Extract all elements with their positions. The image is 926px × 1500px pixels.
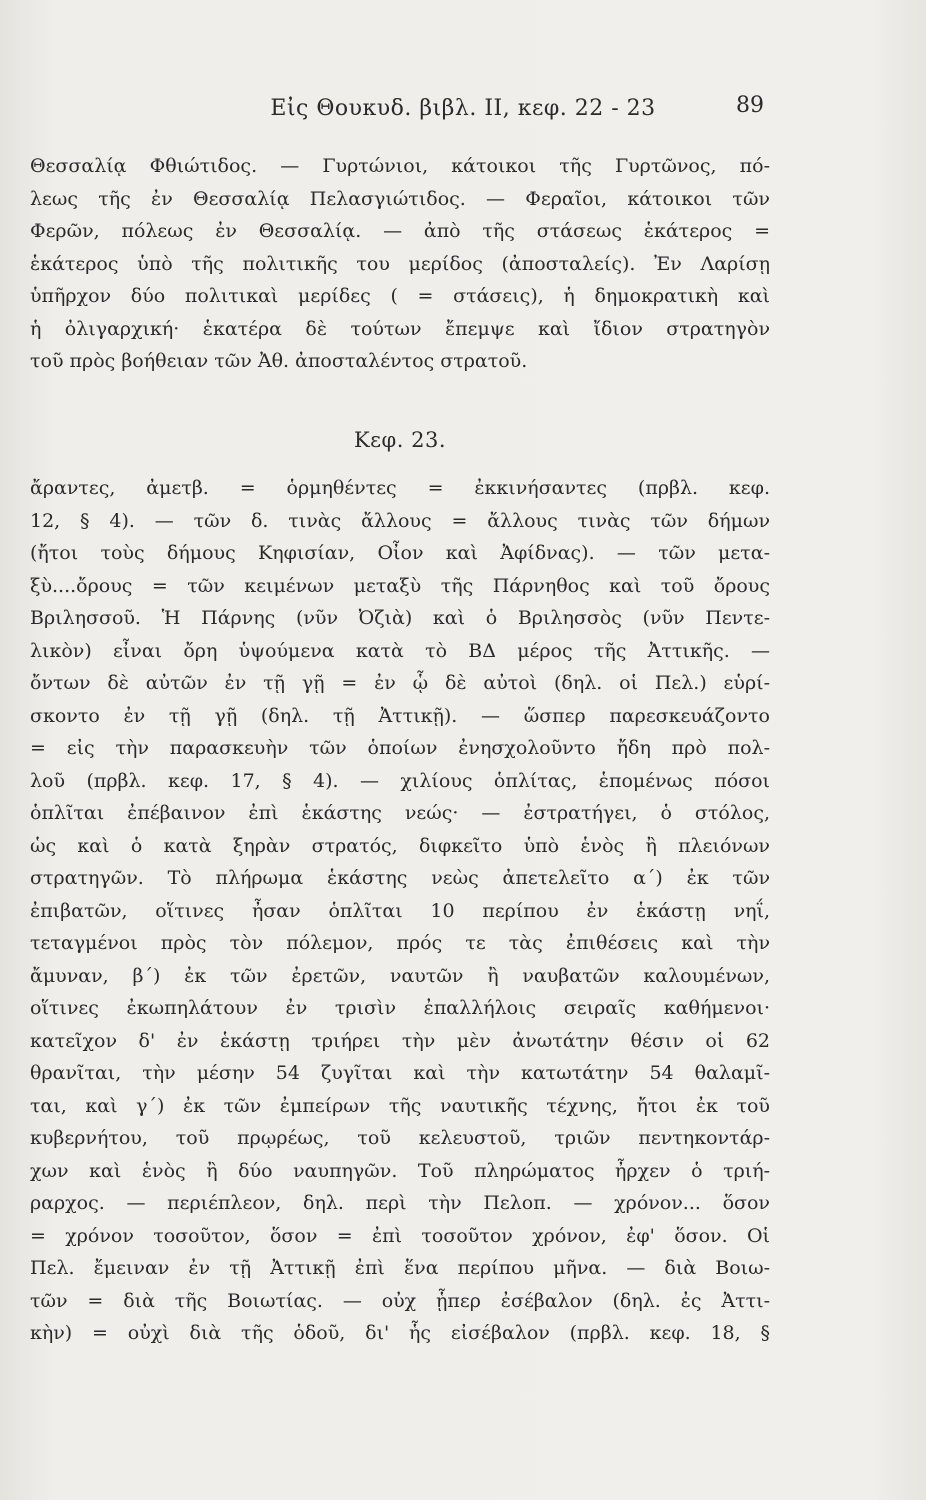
text-line: ὑπῆρχον δύο πολιτικαὶ μερίδες ( = στάσεις), ἡ δημοκρατικὴ καὶ (30, 285, 770, 307)
text-line: ραρχος. — περιέπλεον, δηλ. περὶ τὴν Πελοπ. — χρόνον... ὅσον (30, 1192, 770, 1214)
text-line: χων καὶ ἑνὸς ἢ δύο ναυπηγῶν. Τοῦ πληρώματος ἦρχεν ὁ τριή- (30, 1159, 770, 1182)
text-line: ἐπιβατῶν, οἵτινες ἦσαν ὁπλῖται 10 περίπου ἐν ἑκάστῃ νηΐ, (30, 899, 770, 922)
text-line: τοῦ πρὸς βοήθειαν τῶν Ἀθ. ἀποσταλέντος στρατοῦ. (30, 350, 528, 372)
text-line: κὴν) = οὐχὶ διὰ τῆς ὁδοῦ, δι' ἧς εἰσέβαλον (πρβλ. κεφ. 18, § (30, 1322, 770, 1344)
text-line: Πελ. ἔμειναν ἐν τῇ Ἀττικῇ ἐπὶ ἕνα περίπου μῆνα. — διὰ Βοιω- (30, 1257, 770, 1279)
text-line: Βριλησσοῦ. Ἡ Πάρνης (νῦν Ὀζιὰ) καὶ ὁ Βριλησσὸς (νῦν Πεντε- (30, 607, 770, 629)
text-line: ἄμυναν, β΄) ἐκ τῶν ἐρετῶν, ναυτῶν ἢ ναυβατῶν καλουμένων, (30, 964, 770, 987)
text-line: 12, § 4). — τῶν δ. τινὰς ἄλλους = ἄλλους τινὰς τῶν δήμων (30, 509, 770, 532)
text-line: Θεσσαλίᾳ Φθιώτιδος. — Γυρτώνιοι, κάτοικοι τῆς Γυρτῶνος, πό- (30, 155, 770, 177)
text-line: σκοντο ἐν τῇ γῇ (δηλ. τῇ Ἀττικῇ). — ὥσπερ παρεσκευάζοντο (30, 704, 770, 727)
running-head (0, 93, 926, 130)
text-line: ὄντων δὲ αὐτῶν ἐν τῇ γῇ = ἐν ᾧ δὲ αὐτοὶ (δηλ. οἱ Πελ.) εὑρί- (30, 672, 770, 694)
text-line: ὁπλῖται ἐπέβαινον ἐπὶ ἑκάστης νεώς· — ἐστρατήγει, ὁ στόλος, (30, 802, 770, 824)
text-line: = εἰς τὴν παρασκευὴν τῶν ὁποίων ἐνησχολοῦντο ἤδη πρὸ πολ- (30, 737, 770, 759)
text-line: ἡ ὀλιγαρχική· ἑκατέρα δὲ τούτων ἔπεμψε καὶ ἴδιον στρατηγὸν (30, 317, 770, 340)
text-line: = χρόνον τοσοῦτον, ὅσον = ἐπὶ τοσοῦτον χρόνον, ἐφ' ὅσον. Οἱ (30, 1224, 770, 1247)
text-line: τῶν = διὰ τῆς Βοιωτίας. — οὐχ ᾗπερ ἐσέβαλον (δηλ. ἐς Ἀττι- (30, 1289, 770, 1312)
text-line: θρανῖται, τὴν μέσην 54 ζυγῖται καὶ τὴν κατωτάτην 54 θαλαμῖ- (30, 1062, 770, 1084)
text-line: κατεῖχον δ' ἐν ἑκάστῃ τριήρει τὴν μὲν ἀνωτάτην θέσιν οἱ 62 (30, 1029, 770, 1052)
text-line: οἵτινες ἐκωπηλάτουν ἐν τρισὶν ἐπαλλήλοις σειραῖς καθήμενοι· (30, 997, 770, 1019)
text-line: ἄραντες, ἀμετβ. = ὁρμηθέντες = ἐκκινήσαντες (πρβλ. κεφ. (30, 477, 770, 499)
chapter-heading: Κεφ. 23. (353, 428, 447, 452)
text-line: κυβερνήτου, τοῦ πρῳρέως, τοῦ κελευστοῦ, τριῶν πεντηκοντάρ- (30, 1127, 770, 1149)
text-line: Φερῶν, πόλεως ἐν Θεσσαλίᾳ. — ἀπὸ τῆς στάσεως ἑκάτερος = (30, 220, 770, 242)
commentary-chapter-22-continuation (30, 150, 770, 378)
text-line: ται, καὶ γ΄) ἐκ τῶν ἐμπείρων τῆς ναυτικῆς τέχνης, ἤτοι ἐκ τοῦ (30, 1094, 770, 1117)
text-line: λικὸν) εἶναι ὄρη ὑψούμενα κατὰ τὸ ΒΔ μέρος τῆς Ἀττικῆς. — (30, 639, 770, 662)
running-title: Εἰς Θουκυδ. βιβλ. II, κεφ. 22 - 23 (270, 96, 656, 121)
page-number: 89 (736, 93, 764, 118)
commentary-chapter-23 (30, 472, 770, 1350)
text-line: ξὺ....ὄρους = τῶν κειμένων μεταξὺ τῆς Πάρνηθος καὶ τοῦ ὄρους (30, 574, 770, 597)
text-line: στρατηγῶν. Τὸ πλήρωμα ἑκάστης νεὼς ἀπετελεῖτο α΄) ἐκ τῶν (30, 867, 770, 889)
text-line: τεταγμένοι πρὸς τὸν πόλεμον, πρός τε τὰς ἐπιθέσεις καὶ τὴν (30, 932, 770, 954)
text-line: ἑκάτερος ὑπὸ τῆς πολιτικῆς του μερίδος (ἀποσταλείς). Ἐν Λαρίσῃ (30, 252, 770, 275)
text-line: λεως τῆς ἐν Θεσσαλίᾳ Πελασγιώτιδος. — Φεραῖοι, κάτοικοι τῶν (30, 187, 770, 210)
text-line: λοῦ (πρβλ. κεφ. 17, § 4). — χιλίους ὁπλίτας, ἑπομένως πόσοι (30, 769, 770, 792)
text-line: (ἤτοι τοὺς δήμους Κηφισίαν, Οἶον καὶ Ἀφίδνας). — τῶν μετα- (30, 542, 770, 564)
text-line: ὡς καὶ ὁ κατὰ ξηρὰν στρατός, διφκεῖτο ὑπὸ ἑνὸς ἢ πλειόνων (30, 834, 770, 857)
